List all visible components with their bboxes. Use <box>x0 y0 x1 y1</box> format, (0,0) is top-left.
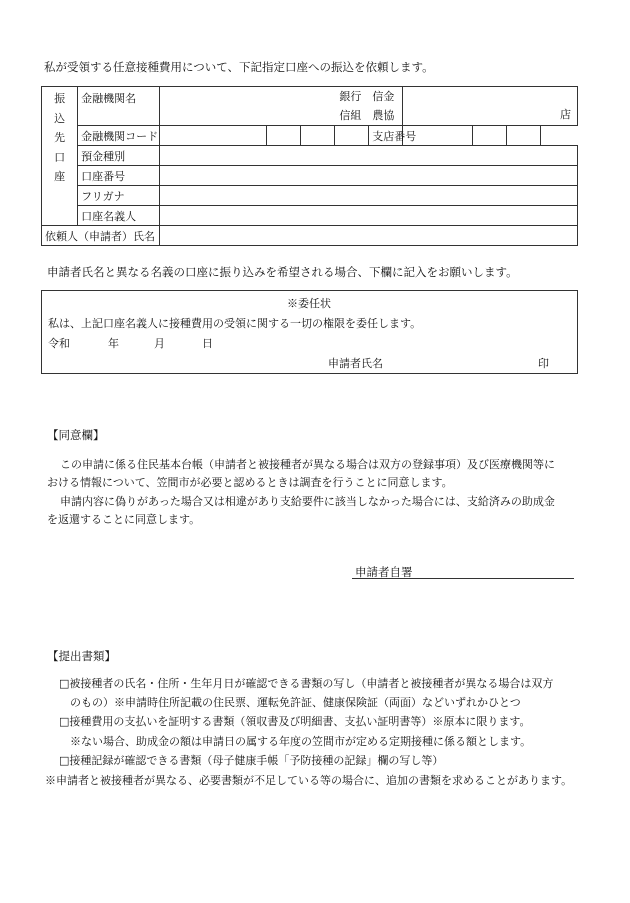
proxy-title: ※委任状 <box>287 297 331 310</box>
bank-account-table <box>41 86 578 246</box>
requester-name-label: 依頼人（申請者）氏名 <box>42 226 160 246</box>
bank-name-field[interactable] <box>159 87 403 126</box>
bank-name-label: 金融機関名 <box>78 87 160 126</box>
bank-type-row2: 信組 農協 <box>339 109 395 122</box>
furigana-label: フリガナ <box>78 186 160 206</box>
bank-code-digit-4[interactable] <box>335 126 369 146</box>
document-item-2-note: ※ない場合、助成金の額は申請日の属する年度の笠間市が定める定期接種に係る額とします。 <box>70 735 532 748</box>
bank-code-label: 金融機関コード <box>78 126 160 146</box>
consent-heading: 【同意欄】 <box>47 428 105 442</box>
date-day[interactable]: 日 <box>202 337 213 350</box>
branch-number-label: 支店番号 <box>369 126 403 146</box>
date-year[interactable]: 年 <box>108 337 119 350</box>
document-item-1-line2: のもの）※申請時住所記載の住民票、運転免許証、健康保険証（両面）などいずれかひとつ <box>70 696 521 709</box>
document-item-1-line1: □被接種者の氏名・住所・生年月日が確認できる書類の写し（申請者と被接種者が異なる場合は双方 <box>59 677 554 690</box>
account-holder-label: 口座名義人 <box>78 206 160 226</box>
date-month[interactable]: 月 <box>154 337 165 350</box>
proxy-applicant-label: 申請者氏名 <box>328 357 383 370</box>
power-of-attorney-box <box>41 290 578 374</box>
signature-label: 申請者自署 <box>355 565 413 579</box>
branch-suffix: 店 <box>560 108 571 121</box>
furigana-field[interactable] <box>159 186 577 206</box>
document-item-2: □接種費用の支払いを証明する書類（領収書及び明細書、支払い証明書等）※原本に限ります。 <box>59 715 531 728</box>
proxy-body: 私は、上記口座名義人に接種費用の受領に関する一切の権限を委任します。 <box>48 317 422 330</box>
document-item-3: □接種記録が確認できる書類（母子健康手帳「予防接種の記録」欄の写し等） <box>59 754 444 767</box>
documents-heading: 【提出書類】 <box>47 649 116 663</box>
documents-footnote: ※申請者と被接種者が異なる、必要書類が不足している等の場合に、追加の書類を求めることがあります。 <box>45 774 573 787</box>
consent-para2-line2: を返還することに同意します。 <box>47 513 201 526</box>
transfer-account-label: 振 込 先 口 座 <box>42 87 78 226</box>
deposit-type-field[interactable] <box>159 146 577 166</box>
bank-code-digit-1[interactable] <box>159 126 266 146</box>
consent-para2-line1: 申請内容に偽りがあった場合又は相違があり支給要件に該当しなかった場合には、支給済みの助成金 <box>60 495 555 508</box>
bank-code-digit-3[interactable] <box>301 126 335 146</box>
signature-line[interactable] <box>352 578 574 579</box>
intro-text: 私が受領する任意接種費用について、下記指定口座への振込を依頼します。 <box>44 60 434 74</box>
account-holder-field[interactable] <box>159 206 577 226</box>
account-number-label: 口座番号 <box>78 166 160 186</box>
branch-name-field[interactable] <box>403 87 578 126</box>
branch-number-digit-3[interactable] <box>506 126 540 146</box>
seal-mark: 印 <box>538 357 549 370</box>
consent-para1-line2: おける情報について、笠間市が必要と認めるときは調査を行うことに同意します。 <box>47 476 453 489</box>
consent-para1-line1: この申請に係る住民基本台帳（申請者と被接種者が異なる場合は双方の登録事項）及び医療機関等に <box>60 458 555 471</box>
proxy-instruction: 申請者氏名と異なる名義の口座に振り込みを希望される場合、下欄に記入をお願いします。 <box>47 265 518 279</box>
bank-type-row1: 銀行 信金 <box>339 90 395 103</box>
date-era: 令和 <box>48 337 70 350</box>
bank-code-digit-2[interactable] <box>267 126 301 146</box>
branch-number-digit-2[interactable] <box>472 126 506 146</box>
requester-name-field[interactable] <box>159 226 577 246</box>
deposit-type-label: 預金種別 <box>78 146 160 166</box>
account-number-field[interactable] <box>159 166 577 186</box>
